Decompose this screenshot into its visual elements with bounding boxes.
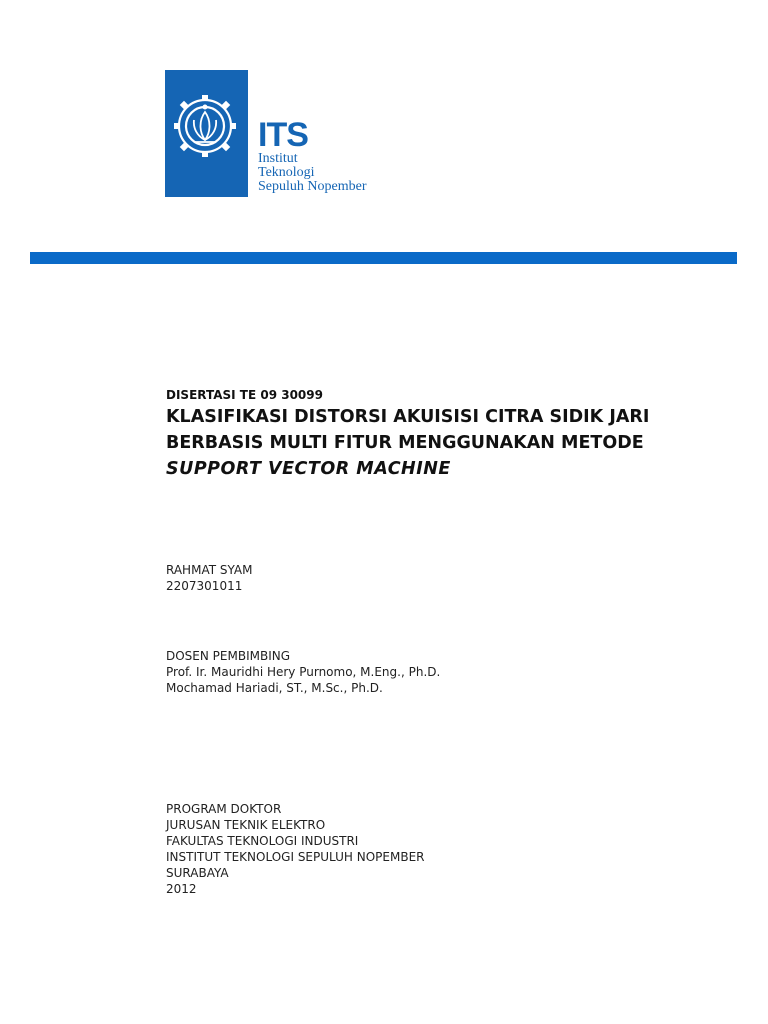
logo-mark: ITS	[258, 116, 308, 154]
title-line-1: KLASIFIKASI DISTORSI AKUISISI CITRA SIDIK JARI	[166, 407, 650, 427]
faculty-line: FAKULTAS TEKNOLOGI INDUSTRI	[166, 834, 359, 848]
student-id: 2207301011	[166, 579, 243, 593]
logo-line-3: Sepuluh Nopember	[258, 179, 367, 194]
advisor-1: Prof. Ir. Mauridhi Hery Purnomo, M.Eng., Ph.D.	[166, 665, 441, 679]
its-logo-emblem	[165, 70, 248, 197]
city-line: SURABAYA	[166, 866, 229, 880]
logo-line-2: Teknologi	[258, 165, 315, 180]
title-line-2: BERBASIS MULTI FITUR MENGGUNAKAN METODE	[166, 433, 644, 453]
department-line: JURUSAN TEKNIK ELEKTRO	[166, 818, 326, 832]
advisors-block	[166, 648, 440, 696]
institute-line: INSTITUT TEKNOLOGI SEPULUH NOPEMBER	[166, 850, 425, 864]
program-line: PROGRAM DOKTOR	[166, 802, 282, 816]
advisor-2: Mochamad Hariadi, ST., M.Sc., Ph.D.	[166, 681, 383, 695]
year-line: 2012	[166, 882, 197, 896]
document-title	[166, 404, 726, 482]
header-divider	[30, 252, 737, 264]
gear-lotus-icon	[165, 70, 248, 197]
advisors-heading: DOSEN PEMBIMBING	[166, 649, 291, 663]
title-line-3: SUPPORT VECTOR MACHINE	[166, 459, 451, 479]
institution-block	[166, 801, 425, 897]
its-logo-text	[258, 118, 398, 194]
author-name: RAHMAT SYAM	[166, 563, 253, 577]
logo-line-1: Institut	[258, 151, 298, 166]
document-series: DISERTASI TE 09 30099	[166, 388, 323, 402]
author-block	[166, 562, 252, 594]
